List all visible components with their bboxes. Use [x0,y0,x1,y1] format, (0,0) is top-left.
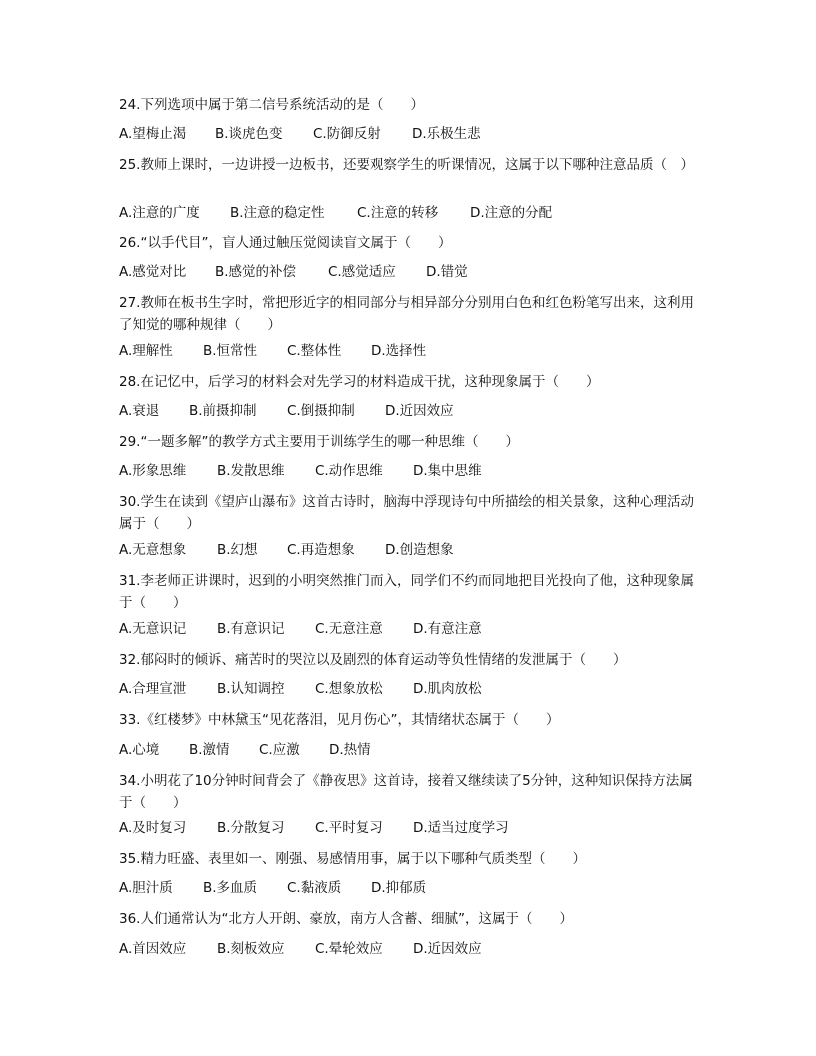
option-b: B.谈虎色变 [215,126,283,142]
question-36-options [119,939,482,959]
option-c: C.防御反射 [313,126,381,142]
option-c: C.想象放松 [315,681,383,697]
option-b: B.前摄抑制 [189,403,257,419]
question-29-options [119,461,482,481]
question-33-options [119,740,371,760]
question-27-stem: 27.教师在板书生字时，常把形近字的相同部分与相异部分分别用白色和红色粉笔写出来，这利用了知觉的哪种规律（ ） [119,295,694,333]
option-d: D.抑郁质 [371,880,427,896]
question-26-options [119,262,468,282]
option-b: B.恒常性 [203,343,258,359]
question-25-options [119,203,552,223]
question-36-stem: 36.人们通常认为“北方人开朗、豪放，南方人含蓄、细腻”，这属于（ ） [119,911,573,927]
question-31-options [119,619,482,639]
question-30-options [119,540,454,560]
option-d: D.乐极生悲 [412,126,481,142]
question-34-stem: 34.小明花了10分钟时间背会了《静夜思》这首诗，接着又继续读了5分钟，这种知识保持方法属于（ ） [119,773,693,811]
question-35-options [119,878,426,898]
option-d: D.适当过度学习 [413,820,509,836]
option-a: A.理解性 [119,343,173,359]
question-32-stem: 32.郁闷时的倾诉、痛苦时的哭泣以及剧烈的体育运动等负性情绪的发泄属于（ ） [119,652,627,668]
option-c: C.黏液质 [287,880,342,896]
question-28-options [119,401,454,421]
question-34-options [119,818,509,838]
option-c: C.感觉适应 [328,264,396,280]
option-d: D.创造想象 [385,542,454,558]
option-c: C.整体性 [287,343,342,359]
question-30-stem: 30.学生在读到《望庐山瀑布》这首古诗时，脑海中浮现诗句中所描绘的相关景象，这种心理活动属于（ ） [119,494,694,532]
option-d: D.集中思维 [413,463,482,479]
option-c: C.无意注意 [315,621,383,637]
option-a: A.心境 [119,742,160,758]
question-25-stem: 25.教师上课时，一边讲授一边板书，还要观察学生的听课情况，这属于以下哪种注意品质（ ） [119,157,694,173]
question-35-stem: 35.精力旺盛、表里如一、刚强、易感情用事，属于以下哪种气质类型（ ） [119,851,586,867]
option-a: A.衰退 [119,403,160,419]
option-b: B.注意的稳定性 [230,205,325,221]
option-c: C.动作思维 [315,463,383,479]
option-b: B.有意识记 [217,621,285,637]
question-31-stem: 31.李老师正讲课时，迟到的小明突然推门而入，同学们不约而同地把目光投向了他，这种现象属于（ ） [119,573,694,611]
option-c: C.再造想象 [287,542,355,558]
option-c: C.晕轮效应 [315,941,383,957]
option-d: D.近因效应 [413,941,482,957]
option-b: B.感觉的补偿 [215,264,297,280]
option-b: B.多血质 [203,880,258,896]
option-a: A.形象思维 [119,463,187,479]
question-33-stem: 33.《红楼梦》中林黛玉“见花落泪，见月伤心”，其情绪状态属于（ ） [119,712,560,728]
option-a: A.胆汁质 [119,880,173,896]
question-32-options [119,679,482,699]
option-d: D.错觉 [426,264,468,280]
option-a: A.首因效应 [119,941,187,957]
option-b: B.认知调控 [217,681,285,697]
option-d: D.选择性 [371,343,427,359]
option-b: B.幻想 [217,542,258,558]
option-a: A.合理宣泄 [119,681,187,697]
option-a: A.无意想象 [119,542,187,558]
option-d: D.注意的分配 [470,205,553,221]
option-a: A.望梅止渴 [119,126,187,142]
option-b: B.发散思维 [217,463,285,479]
option-a: A.及时复习 [119,820,187,836]
option-d: D.热情 [329,742,371,758]
option-b: B.激情 [189,742,230,758]
question-29-stem: 29.“一题多解”的教学方式主要用于训练学生的哪一种思维（ ） [119,434,519,450]
option-d: D.有意注意 [413,621,482,637]
option-c: C.平时复习 [315,820,383,836]
option-c: C.注意的转移 [357,205,439,221]
option-d: D.近因效应 [385,403,454,419]
question-27-options [119,341,426,361]
question-28-stem: 28.在记忆中，后学习的材料会对先学习的材料造成干扰，这种现象属于（ ） [119,374,600,390]
question-24-stem: 24.下列选项中属于第二信号系统活动的是（ ） [119,97,424,113]
option-a: A.注意的广度 [119,205,200,221]
question-26-stem: 26.“以手代目”，盲人通过触压觉阅读盲文属于（ ） [119,235,452,251]
option-b: B.刻板效应 [217,941,285,957]
option-a: A.无意识记 [119,621,187,637]
option-b: B.分散复习 [217,820,285,836]
option-d: D.肌肉放松 [413,681,482,697]
question-24-options [119,124,481,144]
option-c: C.倒摄抑制 [287,403,355,419]
option-a: A.感觉对比 [119,264,187,280]
option-c: C.应激 [259,742,300,758]
